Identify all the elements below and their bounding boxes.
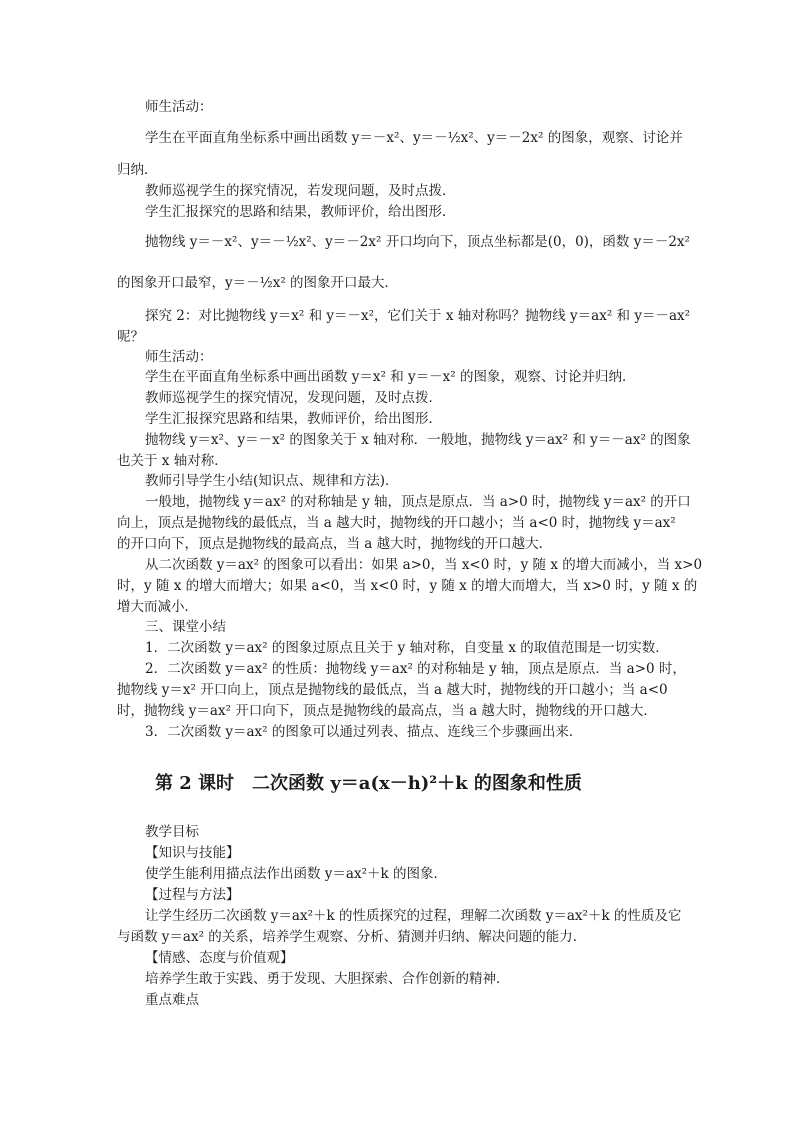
text-line-l35: 【情感、态度与价值观】 bbox=[145, 950, 294, 966]
text-line-l36: 培养学生敢于实践、勇于发现、大胆探索、合作创新的精神． bbox=[145, 971, 510, 987]
text-line-l32: 【过程与方法】 bbox=[145, 887, 240, 903]
text-line-l28: 3．二次函数 y＝ax² 的图象可以通过列表、描点、连线三个步骤画出来． bbox=[145, 724, 583, 740]
text-line-l13: 学生汇报探究思路和结果，教师评价，给出图形． bbox=[145, 411, 442, 427]
text-line-l37: 重点难点 bbox=[145, 992, 199, 1008]
text-line-l27: 时，抛物线 y＝ax² 开口向下，顶点是抛物线的最高点，当 a 越大时，抛物线的开口越大． bbox=[117, 703, 657, 719]
text-line-l06: 抛物线 y＝－x²、y＝－½x²、y＝－2x² 开口均向下，顶点坐标都是(0，0)，函数 y＝－2x² bbox=[145, 234, 690, 250]
text-line-l23: 三、课堂小结 bbox=[145, 619, 226, 635]
text-line-l08: 探究 2：对比抛物线 y＝x² 和 y＝－x²，它们关于 x 轴对称吗？抛物线 y＝ax² 和 y＝－ax² bbox=[145, 308, 691, 324]
text-line-l16: 教师引导学生小结(知识点、规律和方法)． bbox=[145, 473, 399, 489]
text-line-l04: 教师巡视学生的探究情况，若发现问题，及时点拨． bbox=[145, 183, 456, 199]
text-line-l33: 让学生经历二次函数 y＝ax²＋k 的性质探究的过程，理解二次函数 y＝ax²＋k 的性质及它 bbox=[145, 908, 682, 924]
text-line-l18: 向上，顶点是抛物线的最低点，当 a 越大时，抛物线的开口越小；当 a<0 时，抛物线 y＝ax² bbox=[117, 515, 676, 531]
text-line-l26: 抛物线 y＝x² 开口向上，顶点是抛物线的最低点，当 a 越大时，抛物线的开口越小；当 a<0 bbox=[117, 682, 668, 698]
text-line-l22: 增大而减小． bbox=[117, 599, 198, 615]
text-line-l17: 一般地，抛物线 y＝ax² 的对称轴是 y 轴，顶点是原点．当 a>0 时，抛物线 y＝ax² 的开口 bbox=[145, 494, 691, 510]
text-line-l10: 师生活动： bbox=[145, 349, 213, 365]
text-line-l12: 教师巡视学生的探究情况，发现问题，及时点拨． bbox=[145, 390, 442, 406]
text-line-l19: 的开口向下，顶点是抛物线的最高点，当 a 越大时，抛物线的开口越大． bbox=[117, 536, 553, 552]
text-line-l05: 学生汇报探究的思路和结果，教师评价，给出图形． bbox=[145, 204, 456, 220]
text-line-l11: 学生在平面直角坐标系中画出函数 y＝x² 和 y＝－x² 的图象，观察、讨论并归纳． bbox=[145, 369, 636, 385]
text-line-l21: 时，y 随 x 的增大而增大；如果 a<0，当 x<0 时，y 随 x 的增大而增大，当 x>0 时，y 随 x 的 bbox=[117, 578, 698, 594]
text-line-l34: 与函数 y＝ax² 的关系，培养学生观察、分析、猜测并归纳、解决问题的能力． bbox=[117, 929, 587, 945]
text-line-l15: 也关于 x 轴对称． bbox=[117, 453, 228, 469]
text-line-l02: 学生在平面直角坐标系中画出函数 y＝－x²、y＝－½x²、y＝－2x² 的图象，观察、讨论并 bbox=[145, 130, 683, 146]
text-line-l20: 从二次函数 y＝ax² 的图象可以看出：如果 a>0，当 x<0 时，y 随 x 的增大而减小，当 x>0 bbox=[145, 557, 703, 573]
text-line-l03: 归纳． bbox=[117, 162, 158, 178]
text-line-l09: 呢？ bbox=[117, 329, 144, 345]
text-line-l07: 的图象开口最窄，y＝－½x² 的图象开口最大． bbox=[117, 275, 399, 291]
text-line-l31: 使学生能利用描点法作出函数 y＝ax²＋k 的图象． bbox=[145, 866, 447, 882]
text-line-l25: 2．二次函数 y＝ax² 的性质：抛物线 y＝ax² 的对称轴是 y 轴，顶点是原点．当 a>0 时， bbox=[145, 661, 686, 677]
section-title: 第 2 课时 二次函数 y＝a(x－h)²＋k 的图象和性质 bbox=[155, 773, 582, 794]
text-line-l24: 1．二次函数 y＝ax² 的图象过原点且关于 y 轴对称，自变量 x 的取值范围是一切实数． bbox=[145, 640, 669, 656]
text-line-l01: 师生活动： bbox=[145, 99, 213, 115]
text-line-l29: 教学目标 bbox=[145, 824, 199, 840]
text-line-l14: 抛物线 y＝x²、y＝－x² 的图象关于 x 轴对称．一般地，抛物线 y＝ax² 和 y＝－ax² 的图象 bbox=[145, 432, 691, 448]
text-line-l30: 【知识与技能】 bbox=[145, 845, 240, 861]
